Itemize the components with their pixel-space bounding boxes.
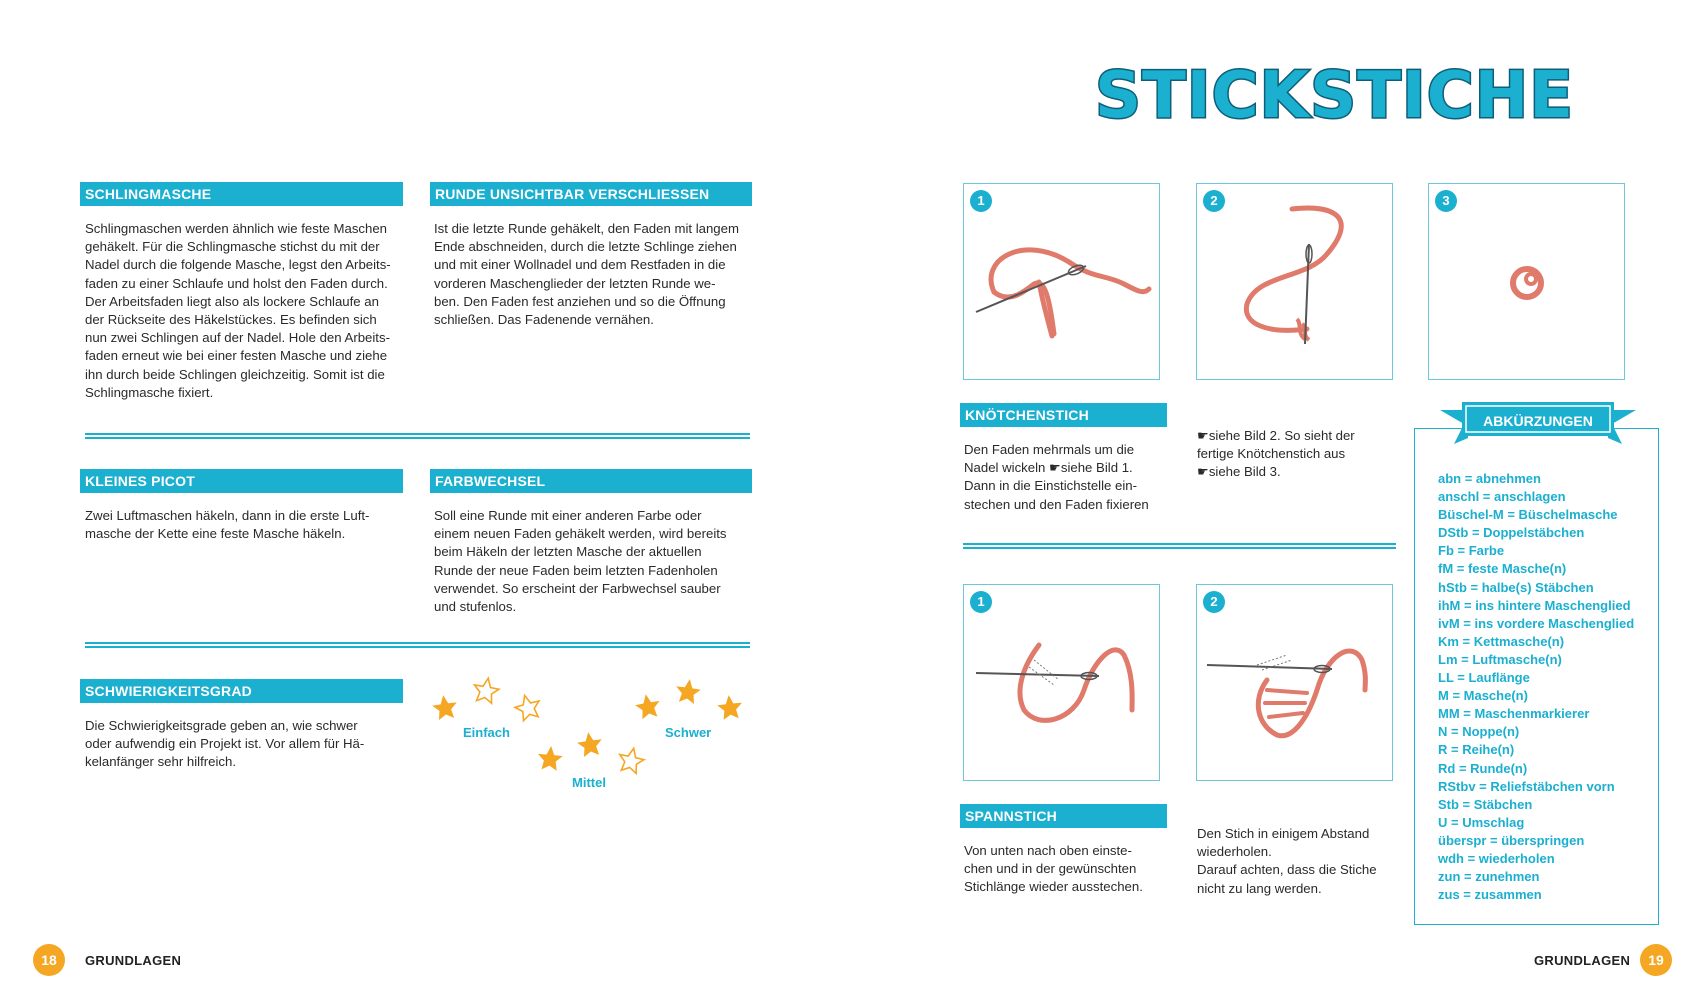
star-outline-icon bbox=[617, 746, 646, 775]
abbreviation-item: Rd = Runde(n) bbox=[1438, 760, 1528, 776]
abbreviation-item: wdh = wiederholen bbox=[1438, 850, 1555, 866]
section-text-spannstich: Von unten nach oben einste- chen und in der gewünschten Stichlänge wieder ausstechen. bbox=[964, 843, 1143, 895]
abbreviation-item: abn = abnehmen bbox=[1438, 471, 1541, 486]
divider-line bbox=[963, 543, 1396, 549]
knoetchenstich-image-2 bbox=[1196, 183, 1393, 380]
page-number-left: 18 bbox=[33, 944, 65, 976]
abbreviation-item: ihM = ins hintere Maschenglied bbox=[1438, 597, 1631, 613]
abbreviation-item: MM = Maschenmarkierer bbox=[1438, 706, 1590, 722]
step-number-badge: 1 bbox=[970, 591, 992, 613]
abbreviation-item: Stb = Stäbchen bbox=[1438, 796, 1533, 812]
section-text-schlingmasche: Schlingmaschen werden ähnlich wie feste Maschen gehäkelt. Für die Schlingmasche stichst du mit der Nadel durch die folgende Masche, legst den Arbeits- faden zu einer Schlaufe und holst den Faden durch. Der Arbeitsfaden liegt also als lockere Schlaufe an der Rückseite des Häkelstückes. Es befinden sich nun zwei Schlingen auf der Nadel. Hole den Arbeits- faden erneut wie bei einer festen Masche und ziehe ihn durch beide Schlingen gleichzeitig. Somit ist die Schlingmasche fixiert. bbox=[85, 221, 391, 400]
page-title: STICKSTICHE bbox=[1095, 59, 1574, 133]
section-text-schwierigkeit: Die Schwierigkeitsgrade geben an, wie schwer oder aufwendig ein Projekt ist. Vor allem für Hä- kelanfänger sehr hilfreich. bbox=[85, 718, 365, 770]
section-header-spannstich: SPANNSTICH bbox=[960, 804, 1167, 828]
spannstich-image-1 bbox=[963, 584, 1160, 781]
step-number-badge: 2 bbox=[1203, 591, 1225, 613]
abbreviation-item: Fb = Farbe bbox=[1438, 543, 1505, 559]
abbreviation-item: LL = Lauflänge bbox=[1438, 670, 1530, 686]
star-filled-icon bbox=[537, 745, 564, 771]
abbreviation-item: überspr = überspringen bbox=[1438, 832, 1585, 848]
abbreviation-item: zun = zunehmen bbox=[1438, 869, 1540, 885]
section-header-runde: RUNDE UNSICHTBAR VERSCHLIESSEN bbox=[430, 182, 752, 206]
section-text-runde: Ist die letzte Runde gehäkelt, den Faden mit langem Ende abschneiden, durch die letzte Schlinge ziehen und mit einer Wollnadel und dem Restfaden in die vorderen Maschenglieder der letzten Runde we- ben. Den Faden fest anziehen und so die Öffnung schließen. Das Fadenende vernähen. bbox=[434, 221, 739, 328]
star-outline-icon bbox=[513, 692, 543, 722]
section-text-picot: Zwei Luftmaschen häkeln, dann in die erste Luft- masche der Kette eine feste Masche häkeln. bbox=[85, 508, 370, 542]
section-text-knoetchenstich-2: ☛siehe Bild 2. So sieht der fertige Knötchenstich aus ☛siehe Bild 3. bbox=[1197, 428, 1355, 480]
abbreviation-item: Büschel-M = Büschelmasche bbox=[1438, 507, 1618, 523]
needle-thread-illustration bbox=[964, 585, 1161, 782]
abbreviation-item: U = Umschlag bbox=[1438, 814, 1525, 830]
difficulty-label-hard: Schwer bbox=[665, 725, 712, 740]
difficulty-label-easy: Einfach bbox=[463, 725, 510, 740]
abbreviations-title: ABKÜRZUNGEN bbox=[1483, 413, 1593, 429]
needle-thread-illustration bbox=[964, 184, 1161, 381]
star-filled-icon bbox=[634, 692, 663, 720]
star-filled-icon bbox=[674, 677, 702, 704]
footer-label-left: GRUNDLAGEN bbox=[85, 953, 182, 968]
section-header-farbwechsel: FARBWECHSEL bbox=[430, 469, 752, 493]
abbreviation-item: M = Masche(n) bbox=[1438, 688, 1528, 704]
page-number-right: 19 bbox=[1640, 944, 1672, 976]
star-filled-icon bbox=[576, 730, 604, 757]
step-number-badge: 2 bbox=[1203, 190, 1225, 212]
needle-thread-illustration bbox=[1197, 585, 1394, 782]
abbreviation-item: N = Noppe(n) bbox=[1438, 724, 1520, 740]
difficulty-label-medium: Mittel bbox=[572, 775, 606, 790]
star-outline-icon bbox=[472, 676, 501, 704]
footer-label-right: GRUNDLAGEN bbox=[1534, 953, 1631, 968]
knot-illustration bbox=[1429, 184, 1626, 381]
abbreviation-item: zus = zusammen bbox=[1438, 887, 1542, 903]
abbreviation-item: R = Reihe(n) bbox=[1438, 742, 1515, 758]
section-text-farbwechsel: Soll eine Runde mit einer anderen Farbe oder einem neuen Faden gehäkelt werden, wird bereits beim Häkeln der letzten Masche der aktuellen Runde der neue Faden beim letzten Fadenholen verwendet. So erscheint der Farbwechsel sauber und stufenlos. bbox=[434, 508, 727, 615]
divider-line bbox=[85, 433, 750, 439]
section-header-knoetchenstich: KNÖTCHENSTICH bbox=[960, 403, 1167, 427]
abbreviation-item: hStb = halbe(s) Stäbchen bbox=[1438, 579, 1594, 595]
abbreviation-item: DStb = Doppelstäbchen bbox=[1438, 525, 1585, 541]
star-filled-icon bbox=[716, 694, 743, 721]
section-header-schlingmasche: SCHLINGMASCHE bbox=[80, 182, 403, 206]
spannstich-image-2 bbox=[1196, 584, 1393, 781]
abbreviations-list bbox=[1438, 470, 1634, 904]
section-header-schwierigkeit: SCHWIERIGKEITSGRAD bbox=[80, 679, 403, 703]
star-filled-icon bbox=[431, 693, 459, 720]
step-number-badge: 1 bbox=[970, 190, 992, 212]
section-text-knoetchenstich: Den Faden mehrmals um die Nadel wickeln ☛siehe Bild 1. Dann in die Einstichstelle ein- stechen und den Faden fixieren bbox=[964, 442, 1149, 512]
step-number-badge: 3 bbox=[1435, 190, 1457, 212]
section-header-picot: KLEINES PICOT bbox=[80, 469, 403, 493]
abbreviation-item: anschl = anschlagen bbox=[1438, 489, 1566, 505]
section-text-spannstich-2: Den Stich in einigem Abstand wiederholen. Darauf achten, dass die Stiche nicht zu lang werden. bbox=[1197, 826, 1377, 896]
needle-thread-illustration bbox=[1197, 184, 1394, 381]
abbreviation-item: fM = feste Masche(n) bbox=[1438, 561, 1567, 577]
abbreviation-item: ivM = ins vordere Maschenglied bbox=[1438, 615, 1635, 631]
divider-line bbox=[85, 642, 750, 648]
knoetchenstich-image-1 bbox=[963, 183, 1160, 380]
abbreviation-item: RStbv = Reliefstäbchen vorn bbox=[1438, 778, 1615, 794]
abbreviation-item: Lm = Luftmasche(n) bbox=[1438, 651, 1562, 667]
knoetchenstich-image-3 bbox=[1428, 183, 1625, 380]
abbreviation-item: Km = Kettmasche(n) bbox=[1438, 633, 1565, 649]
